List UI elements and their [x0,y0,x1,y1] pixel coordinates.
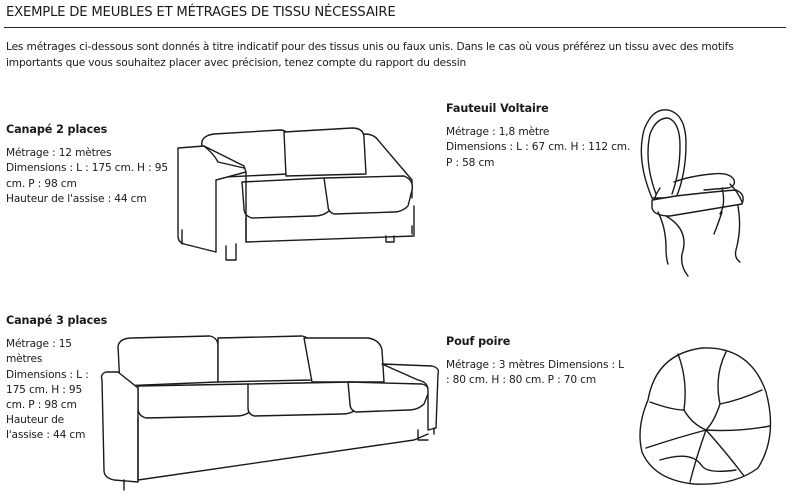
fauteuil-line-2: Dimensions : L : 67 cm. H : 112 cm. [446,141,631,154]
page-title: EXEMPLE DE MEUBLES ET MÉTRAGES DE TISSU NÉCESSAIRE [6,5,396,20]
canape-3-line-2: mètres [6,353,43,366]
intro-line-2: importants que vous souhaitez placer avec précision, tenez compte du rapport du dessin [6,56,467,69]
fauteuil-line-1: Métrage : 1,8 mètre [446,126,550,139]
pouf-poire-block [446,334,624,389]
canape-2-places-heading: Canapé 2 places [6,123,108,136]
voltaire-armchair-illustration [630,104,750,284]
canape-3-places-block [6,313,107,444]
pouf-line-2: : 80 cm. H : 80 cm. P : 70 cm [446,374,596,387]
canape-2-line-3: cm. P : 98 cm [6,177,77,190]
fauteuil-line-3: P : 58 cm [446,156,495,169]
fauteuil-voltaire-block [446,101,630,171]
canape-3-line-3: Dimensions : L : [6,368,89,381]
canape-3-places-heading: Canapé 3 places [6,314,108,327]
title-divider [4,27,786,28]
pouf-line-1: Métrage : 3 mètres Dimensions : L [446,359,624,372]
canape-3-line-1: Métrage : 15 [6,338,72,351]
canape-3-line-4: 175 cm. H : 95 [6,383,83,396]
canape-2-line-2: Dimensions : L : 175 cm. H : 95 [6,162,168,175]
intro-text [6,40,790,71]
bean-bag-illustration [632,340,776,488]
fauteuil-voltaire-heading: Fauteuil Voltaire [446,102,549,115]
intro-line-1: Les métrages ci-dessous sont donnés à titre indicatif pour des tissus unis ou faux unis. Dans le cas où vous préférez un tissu avec des motifs [6,41,734,53]
canape-3-line-6: Hauteur de [6,414,65,427]
pouf-poire-heading: Pouf poire [446,335,511,348]
three-seat-sofa-illustration [98,330,444,490]
canape-3-line-7: l'assise : 44 cm [6,429,86,442]
two-seat-sofa-illustration [174,120,436,268]
canape-2-line-4: Hauteur de l'assise : 44 cm [6,192,147,205]
canape-3-line-5: cm. P : 98 cm [6,399,77,412]
canape-2-line-1: Métrage : 12 mètres [6,147,112,160]
canape-2-places-block [6,122,168,207]
